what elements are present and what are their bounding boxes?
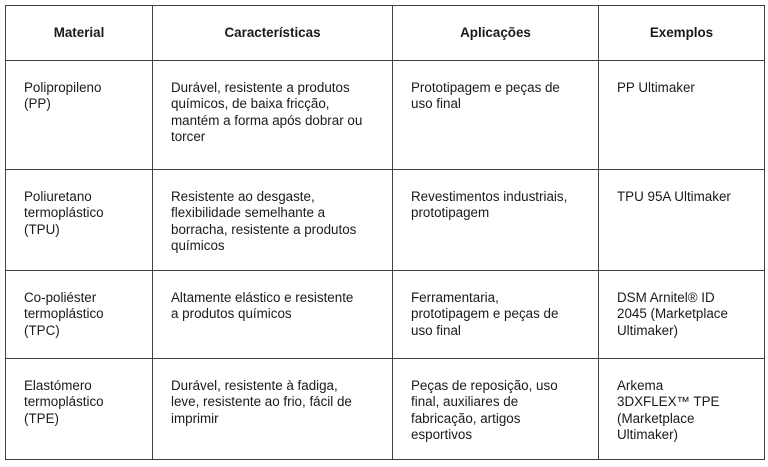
cell-aplicacoes: Peças de reposição, uso final, auxiliares de fabricação, artigos esportivos bbox=[393, 359, 599, 460]
header-aplicacoes: Aplicações bbox=[393, 6, 599, 61]
cell-exemplos: Arkema 3DXFLEX™ TPE (Marketplace Ultimaker) bbox=[599, 359, 765, 460]
cell-caracteristicas: Durável, resistente à fadiga, leve, resistente ao frio, fácil de imprimir bbox=[153, 359, 393, 460]
cell-aplicacoes: Prototipagem e peças de uso final bbox=[393, 61, 599, 170]
cell-aplicacoes: Ferramentaria, prototipagem e peças de uso final bbox=[393, 271, 599, 359]
cell-material: Polipropileno (PP) bbox=[6, 61, 153, 170]
cell-material: Elastómero termoplástico (TPE) bbox=[6, 359, 153, 460]
cell-exemplos: DSM Arnitel® ID 2045 (Marketplace Ultimaker) bbox=[599, 271, 765, 359]
cell-caracteristicas: Altamente elástico e resistente a produtos químicos bbox=[153, 271, 393, 359]
header-material: Material bbox=[6, 6, 153, 61]
materials-table bbox=[5, 5, 765, 460]
table-row bbox=[6, 170, 765, 271]
table-row bbox=[6, 359, 765, 460]
cell-exemplos: PP Ultimaker bbox=[599, 61, 765, 170]
header-row bbox=[6, 6, 765, 61]
header-caracteristicas: Características bbox=[153, 6, 393, 61]
cell-material: Co-poliéster termoplástico (TPC) bbox=[6, 271, 153, 359]
cell-exemplos: TPU 95A Ultimaker bbox=[599, 170, 765, 271]
table-row bbox=[6, 61, 765, 170]
cell-material: Poliuretano termoplástico (TPU) bbox=[6, 170, 153, 271]
header-exemplos: Exemplos bbox=[599, 6, 765, 61]
table-row bbox=[6, 271, 765, 359]
cell-caracteristicas: Durável, resistente a produtos químicos, de baixa fricção, mantém a forma após dobrar ou torcer bbox=[153, 61, 393, 170]
cell-aplicacoes: Revestimentos industriais, prototipagem bbox=[393, 170, 599, 271]
cell-caracteristicas: Resistente ao desgaste, flexibilidade semelhante a borracha, resistente a produtos químicos bbox=[153, 170, 393, 271]
